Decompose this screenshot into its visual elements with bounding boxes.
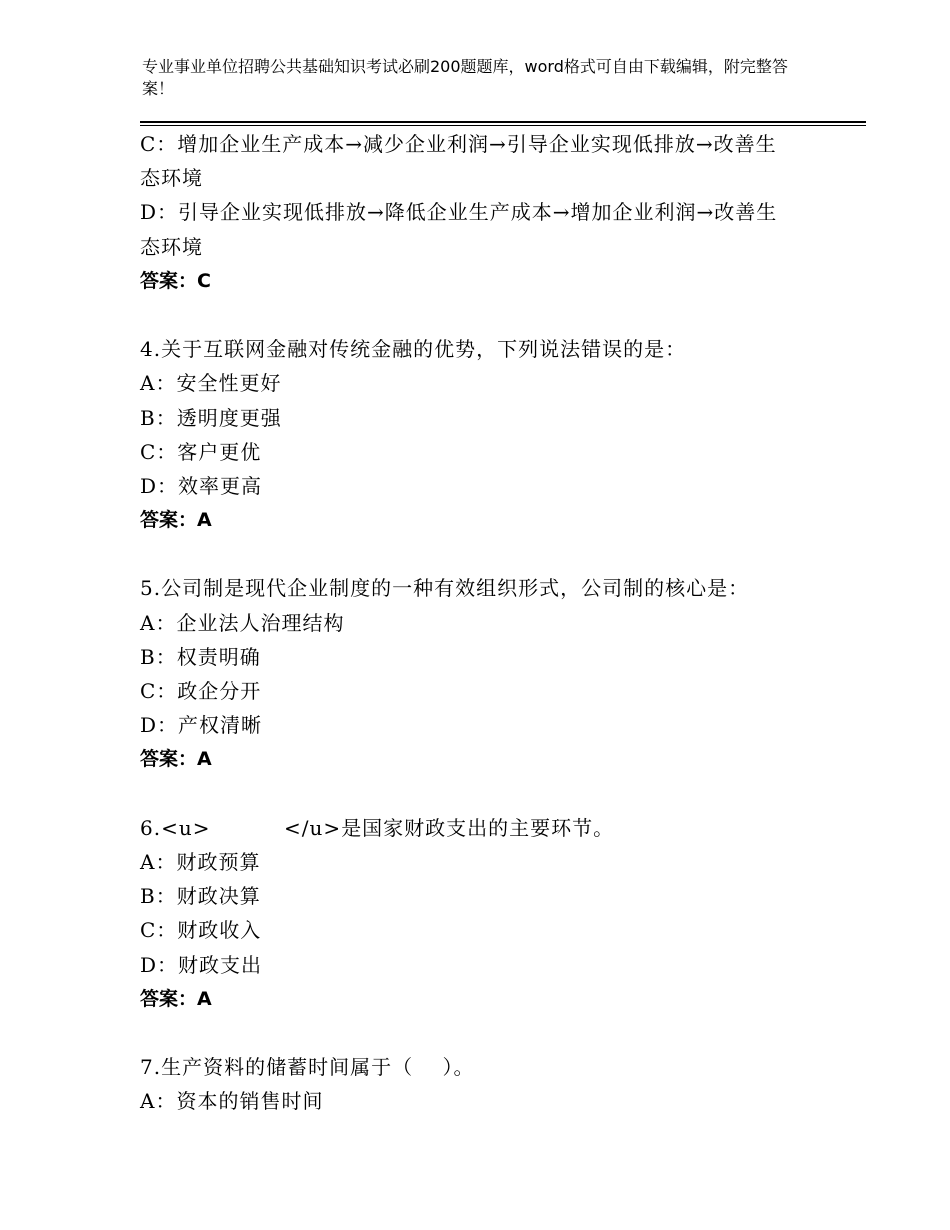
option-a: A：资本的销售时间: [140, 1089, 324, 1114]
answer: 答案：A: [140, 987, 212, 1010]
question-stem: 6.<u> </u>是国家财政支出的主要环节。: [140, 815, 615, 840]
question-stem: 5.公司制是现代企业制度的一种有效组织形式，公司制的核心是：: [140, 576, 750, 601]
option-c: C：财政收入: [140, 918, 262, 943]
option-b: B：财政决算: [140, 884, 261, 909]
option-a: A：安全性更好: [140, 371, 282, 396]
answer: 答案：A: [140, 748, 212, 771]
answer: 答案：C: [140, 269, 211, 292]
option-d: D：引导企业实现低排放→降低企业生产成本→增加企业利润→改善生: [140, 200, 778, 225]
option-d: D：财政支出: [140, 952, 263, 977]
option-c: C：政企分开: [140, 679, 262, 703]
option-a: A：财政预算: [140, 849, 261, 874]
question-stem: 4.关于互联网金融对传统金融的优势，下列说法错误的是：: [140, 337, 687, 362]
option-c: C：增加企业生产成本→减少企业利润→引导企业实现低排放→改善生: [140, 132, 777, 156]
document-header: 专业事业单位招聘公共基础知识考试必刷200题题库，word格式可自由下载编辑，附完整答案！: [142, 57, 788, 98]
option-b: B：权责明确: [140, 644, 261, 669]
option-d-continued: 态环境: [140, 234, 203, 259]
header-rule-thin: [140, 125, 866, 126]
question-content: [140, 127, 810, 1118]
option-a: A：企业法人治理结构: [140, 610, 345, 635]
header-rule-thick: [140, 121, 866, 123]
option-d: D：产权清晰: [140, 713, 263, 738]
option-b: B：透明度更强: [140, 405, 282, 430]
answer: 答案：A: [140, 509, 212, 532]
question-stem: 7.生产资料的储蓄时间属于（ ）。: [140, 1055, 475, 1080]
option-d: D：效率更高: [140, 473, 263, 498]
option-c-continued: 态环境: [140, 166, 203, 191]
option-c: C：客户更优: [140, 439, 262, 464]
